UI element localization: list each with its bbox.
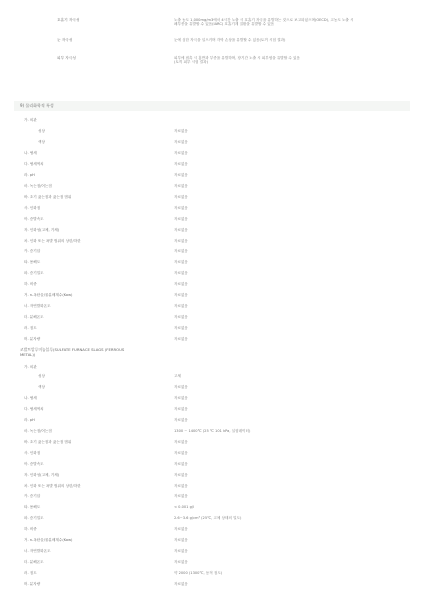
property-value: 자료없음: [174, 260, 188, 265]
property-value: 자료없음: [174, 150, 188, 155]
top-row-line: 노출 농도 1,000mg/m3에서 4시간 노출 시 호흡기 자극을 유발하는 것으로 보고되었으며(OECD), 고농도 노출 시: [174, 18, 354, 22]
property-row: [0, 494, 424, 502]
property-value: 자료없음: [174, 161, 188, 166]
property-value: 자료없음: [174, 326, 188, 331]
property-row: [0, 282, 424, 290]
property-value: 자료없음: [174, 472, 188, 477]
property-label: 거. n-옥탄올/물분배계수(Kow): [24, 293, 73, 298]
property-label: 자. 인화성(고체, 기체): [24, 227, 60, 232]
property-row: [0, 271, 424, 279]
property-label: 너. 자연발화온도: [24, 549, 51, 554]
part1-heading: 가. 외관: [24, 118, 37, 122]
part2-heading: 가. 외관: [24, 365, 37, 369]
property-row: [0, 304, 424, 312]
top-row-text: [174, 38, 374, 42]
property-row: [0, 239, 424, 247]
property-label: 러. 점도: [24, 571, 37, 576]
subheading-line: METAL)): [20, 351, 36, 357]
property-label: 카. 증기압: [24, 494, 41, 499]
property-row: [0, 396, 424, 404]
property-row: [0, 184, 424, 192]
property-label: 사. 인화점: [24, 450, 41, 455]
property-value: 자료없음: [174, 172, 188, 177]
section-bar: [14, 101, 410, 111]
property-value: 자료없음: [174, 249, 188, 254]
property-label: 마. 녹는점/어는점: [24, 428, 52, 433]
section-title: 9) 물리화학적 특성: [20, 103, 54, 108]
property-label: 머. 분자량: [24, 337, 41, 342]
property-value: 자료없음: [174, 139, 188, 144]
property-row: [0, 315, 424, 323]
property-row: [0, 538, 424, 546]
property-row: [0, 293, 424, 301]
property-row: [0, 129, 424, 137]
property-label: 색상: [38, 384, 45, 389]
property-label: 마. 녹는점/어는점: [24, 183, 52, 188]
property-label: 라. pH: [24, 417, 35, 422]
property-value: 자료없음: [174, 538, 188, 543]
property-row: [0, 326, 424, 334]
property-row: [0, 440, 424, 448]
property-value: 자료없음: [174, 315, 188, 320]
property-value: 자료없음: [174, 483, 188, 488]
property-label: 더. 분해온도: [24, 560, 44, 565]
property-row: [0, 228, 424, 236]
property-label: 차. 인화 또는 폭발 범위의 상한/하한: [24, 483, 81, 488]
top-row-line: (토끼 피부 시험 결과): [174, 60, 209, 65]
property-value: 자료없음: [174, 205, 188, 210]
property-value: 자료없음: [174, 293, 188, 298]
top-row-text: [174, 18, 374, 27]
part1-heading-row: [0, 118, 424, 126]
subheading-line: 코발트알루미늄블루(SULFATE FURNACE SLAGS (FERROUS: [20, 347, 125, 352]
property-label: 머. 분자량: [24, 582, 41, 587]
property-label: 나. 냄새: [24, 395, 37, 400]
property-value: 약 2000 (1300℃, 동적 점도): [174, 571, 223, 576]
property-label: 아. 증발속도: [24, 216, 44, 221]
property-value: 자료없음: [174, 395, 188, 400]
property-value: 자료없음: [174, 450, 188, 455]
property-row: [0, 549, 424, 557]
property-row: [0, 195, 424, 203]
property-label: 자. 인화성(고체, 기체): [24, 472, 60, 477]
property-label: 색상: [38, 139, 45, 144]
property-value: 자료없음: [174, 304, 188, 309]
part2-heading-row: [0, 365, 424, 373]
property-label: 타. 용해도: [24, 260, 41, 265]
property-row: [0, 571, 424, 579]
property-row: [0, 527, 424, 535]
property-label: 바. 초기 끓는점과 끓는점 범위: [24, 439, 72, 444]
property-value: 자료없음: [174, 406, 188, 411]
top-row-line: 피부에 접촉 시 홍반과 부종을 유발하며, 장기간 노출 시 피부염을 유발할 수 있음: [174, 56, 300, 60]
substance-subheading: [20, 348, 124, 357]
property-value: 2.6~3.6 g/cm³ (25℃, 고체 상태의 밀도): [174, 516, 242, 521]
property-label: 성상: [38, 374, 45, 378]
property-label: 라. pH: [24, 172, 35, 177]
property-label: 다. 냄새역치: [24, 406, 44, 411]
property-row: [0, 206, 424, 214]
property-value: < 0.001 g/l: [174, 505, 195, 510]
property-value: 자료없음: [174, 384, 188, 389]
property-label: 거. n-옥탄올/물분배계수(Kow): [24, 538, 73, 543]
property-label: 성상: [38, 129, 45, 133]
property-value: 고체: [174, 374, 181, 378]
property-label: 하. 비중: [24, 282, 37, 287]
property-row: [0, 505, 424, 513]
property-value: 자료없음: [174, 527, 188, 532]
property-value: 자료없음: [174, 271, 188, 276]
top-row-label: 피부 자극성: [57, 56, 76, 60]
property-row: [0, 249, 424, 257]
property-label: 러. 점도: [24, 326, 37, 331]
property-row: [0, 429, 424, 437]
property-row: [0, 173, 424, 181]
property-row: [0, 260, 424, 268]
property-row: [0, 451, 424, 459]
property-row: [0, 418, 424, 426]
property-label: 파. 증기밀도: [24, 516, 44, 521]
property-row: [0, 473, 424, 481]
property-value: 자료없음: [174, 560, 188, 565]
property-label: 차. 인화 또는 폭발 범위의 상한/하한: [24, 238, 81, 243]
property-value: 자료없음: [174, 216, 188, 221]
property-row: [0, 140, 424, 148]
property-value: 자료없음: [174, 417, 188, 422]
property-label: 나. 냄새: [24, 150, 37, 155]
property-row: [0, 560, 424, 568]
property-value: 자료없음: [174, 439, 188, 444]
property-row: [0, 374, 424, 382]
property-label: 파. 증기밀도: [24, 271, 44, 276]
property-value: 자료없음: [174, 549, 188, 554]
top-row-label: 눈 자극성: [57, 38, 73, 42]
property-label: 카. 증기압: [24, 249, 41, 254]
property-row: [0, 151, 424, 159]
property-value: 자료없음: [174, 337, 188, 342]
property-label: 하. 비중: [24, 527, 37, 532]
property-label: 더. 분해온도: [24, 315, 44, 320]
property-label: 다. 냄새역치: [24, 161, 44, 166]
property-label: 너. 자연발화온도: [24, 304, 51, 309]
property-value: 자료없음: [174, 461, 188, 466]
property-row: [0, 407, 424, 415]
property-row: [0, 337, 424, 345]
property-value: 자료없음: [174, 227, 188, 232]
property-value: 자료없음: [174, 183, 188, 188]
property-row: [0, 582, 424, 590]
top-row-line: 폐부종을 유발할 수 있음(IARC) 호흡기계 질환을 유발할 수 있음: [174, 22, 275, 27]
property-value: 자료없음: [174, 129, 188, 133]
top-row-label: 호흡기 자극성: [57, 18, 80, 22]
property-label: 사. 인화점: [24, 205, 41, 210]
property-value: 1300 ~ 1400℃ (25 ℃ 101 kPa, 실험데이터): [174, 428, 251, 433]
property-row: [0, 217, 424, 225]
top-row-line: 눈에 심한 자극을 일으키며 각막 손상을 유발할 수 있음(토끼 시험 결과): [174, 38, 286, 42]
property-value: 자료없음: [174, 582, 188, 587]
property-value: 자료없음: [174, 282, 188, 287]
property-row: [0, 462, 424, 470]
property-row: [0, 516, 424, 524]
top-row-text: [174, 56, 374, 65]
property-value: 자료없음: [174, 494, 188, 499]
property-label: 타. 용해도: [24, 505, 41, 510]
property-label: 아. 증발속도: [24, 461, 44, 466]
property-value: 자료없음: [174, 194, 188, 199]
property-row: [0, 162, 424, 170]
property-row: [0, 385, 424, 393]
property-value: 자료없음: [174, 238, 188, 243]
property-label: 바. 초기 끓는점과 끓는점 범위: [24, 194, 72, 199]
property-row: [0, 484, 424, 492]
